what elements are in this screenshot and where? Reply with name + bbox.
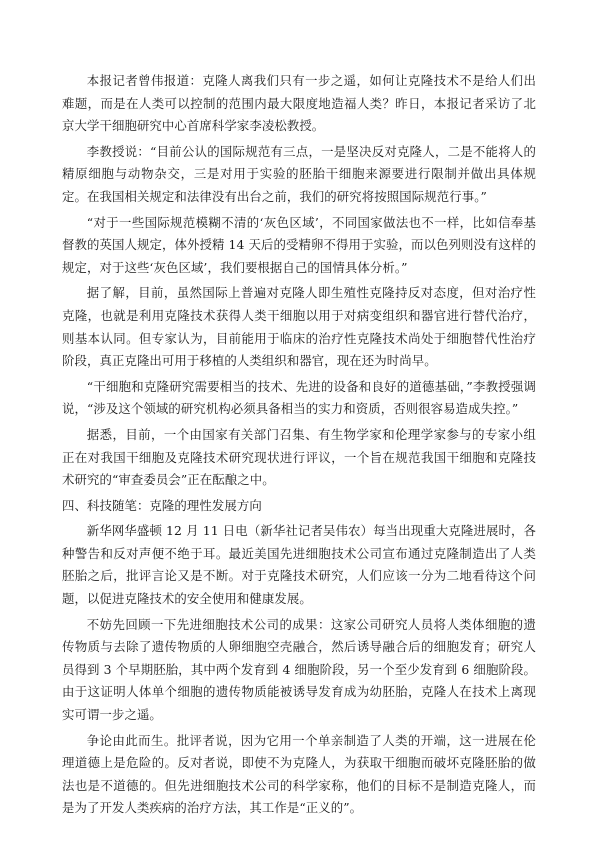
article-body — [62, 70, 536, 823]
section-heading: 四、科技随笔：克隆的理性发展方向 — [62, 497, 262, 513]
paragraph-review-committee: 据悉，目前，一个由国家有关部门召集、有生物学家和伦理学家参与的专家小组正在对我国干细胞及克隆技术研究现状进行评议，一个旨在规范我国干细胞和克隆技术研究的“审查委员会”正在酝酿之中。 — [62, 426, 536, 488]
paragraph-debate: 争论由此而生。批评者说，因为它用一个单亲制造了人类的开端，这一进展在伦理道德上是危险的。反对者说，即使不为克隆人，为获取干细胞而破坏克隆胚胎的做法也是不道德的。但先进细胞技术公司的科学家称，他们的目标不是制造克隆人，而是为了开发人类疾病的治疗方法，其工作是“正义的”。 — [62, 732, 536, 816]
paragraph-intro: 本报记者曾伟报道：克隆人离我们只有一步之遥，如何让克隆技术不是给人们出难题，而是在人类可以控制的范围内最大限度地造福人类？昨日，本报记者采访了北京大学干细胞研究中心首席科学家李凌松教授。 — [62, 73, 536, 134]
paragraph-professor-quote: 李教授说：“目前公认的国际规范有三点，一是坚决反对克隆人，二是不能将人的精原细胞与动物杂交，三是对用于实验的胚胎干细胞来源要进行限制并做出具体规定。在我国相关规定和法律没有出台之前，我们的研究将按照国际规范行事。” — [62, 143, 536, 204]
paragraph-grey-area: “对于一些国际规范模糊不清的‘灰色区域’，不同国家做法也不一样，比如信奉基督教的英国人规定，体外授精 14 天后的受精卵不得用于实验，而以色列则没有这样的规定，对于这些‘灰色区域’，我们要根据自己的国情具体分析。” — [62, 214, 536, 275]
paragraph-xinhua-report: 新华网华盛顿 12 月 11 日电（新华社记者吴伟农）每当出现重大克隆进展时，各种警告和反对声便不绝于耳。最近美国先进细胞技术公司宣布通过克隆制造出了人类胚胎之后，批评言论又是不断。对于克隆技术研究，人们应该一分为二地看待这个问题，以促进克隆技术的安全使用和健康发展。 — [62, 523, 536, 607]
paragraph-therapeutic-cloning: 据了解，目前，虽然国际上普遍对克隆人即生殖性克隆持反对态度，但对治疗性克隆，也就是利用克隆技术获得人类干细胞以用于对病变组织和器官进行替代治疗，则基本认同。但专家认为，目前能用于临床的治疗性克隆技术尚处于细胞替代性治疗阶段，真正克隆出可用于移植的人类组织和器官，现在还为时尚早。 — [62, 285, 536, 369]
paragraph-act-results: 不妨先回顾一下先进细胞技术公司的成果：这家公司研究人员将人类体细胞的遗传物质与去除了遗传物质的人卵细胞空壳融合，然后诱导融合后的细胞发育；研究人员得到 3 个早期胚胎，其中两个发育到 4 细胞阶段，另一个至少发育到 6 细胞阶段。由于这证明人体单个细胞的遗传物质能被诱导发育成为幼胚胎，克隆人在技术上离现实可谓一步之遥。 — [62, 616, 536, 723]
paragraph-research-requirements: “干细胞和克隆研究需要相当的技术、先进的设备和良好的道德基础，”李教授强调说，“涉及这个领域的研究机构必须具备相当的实力和资质，否则很容易造成失控。” — [62, 378, 536, 417]
